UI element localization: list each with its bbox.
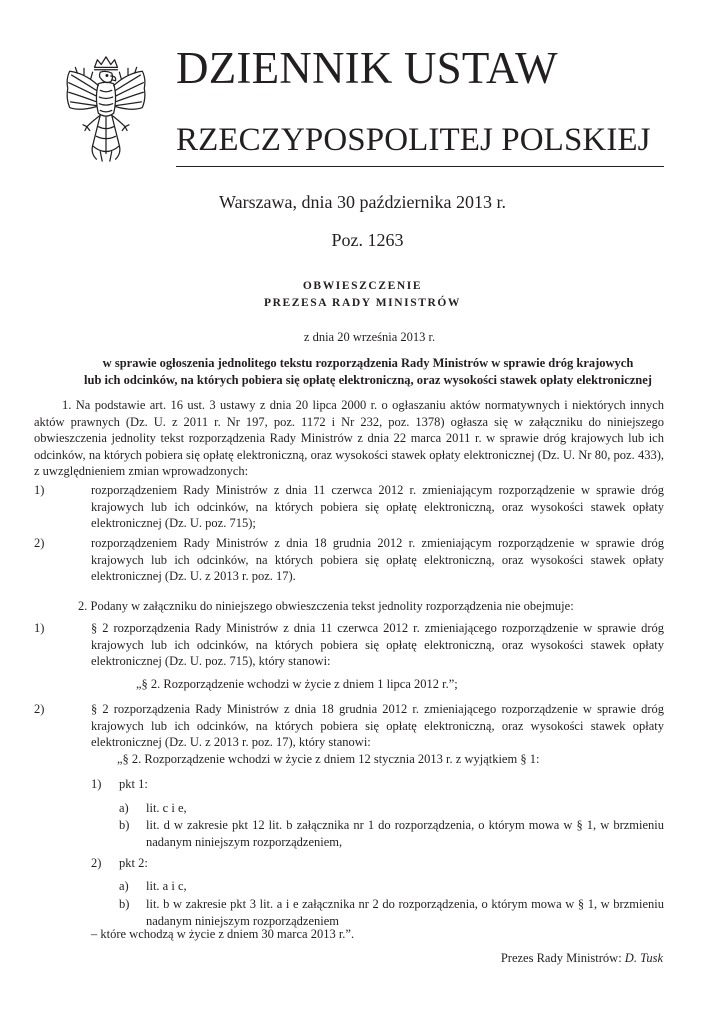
point-label: pkt 2: [119,856,148,870]
signatory-name: D. Tusk [624,951,663,965]
publication-date: Warszawa, dnia 30 października 2013 r. [219,192,506,212]
point-label: pkt 1: [119,777,148,791]
list-item-number: 2) [34,702,45,716]
point-number: 2) [91,856,102,870]
list-item [34,482,664,532]
letter-marker: b) [119,897,130,911]
list-item [34,535,664,585]
paragraph-2: 2. Podany w załączniku do niniejszego obwieszczenia tekst jednolity rozporządzenia nie obejmuje: [78,599,574,613]
signature-line [501,951,663,966]
polish-eagle-emblem-icon [58,54,154,164]
list-item-number: 1) [34,483,45,497]
subject-line: w sprawie ogłoszenia jednolitego tekstu rozporządzenia Rady Ministrów w sprawie dróg krajowych [102,356,634,370]
letter-marker: b) [119,818,130,832]
position-number: Poz. 1263 [331,230,404,250]
letter-text: lit. b w zakresie pkt 3 lit. a i e załącznika nr 2 do rozporządzenia, o którym mowa w § 1, w brzmieniu nadanym niniejszym rozporządzeniem [146,897,664,928]
list-item-text: rozporządzeniem Rady Ministrów z dnia 18 grudnia 2012 r. zmieniającym rozporządzenie w sprawie dróg krajowych lub ich odcinków, na których pobiera się opłatę elektroniczną, oraz wysokości stawek opłaty elektronicznej (Dz. U. z 2013 r. poz. 17). [91,536,664,583]
point-number: 1) [91,777,102,791]
letter-text: lit. d w zakresie pkt 12 lit. b załącznika nr 1 do rozporządzenia, o którym mowa w § 1, w brzmieniu nadanym niniejszym rozporządzeniem, [146,818,664,849]
quoted-provision: „§ 2. Rozporządzenie wchodzi w życie z dniem 1 lipca 2012 r.”; [136,677,458,691]
letter-text: lit. c i e, [146,801,187,815]
paragraph-1: 1. Na podstawie art. 16 ust. 3 ustawy z dnia 20 lipca 2000 r. o ogłaszaniu aktów normatywnych i niektórych innych aktów prawnych (Dz. U. z 2011 r. Nr 197, poz. 1172 i Nr 232, poz. 1378) ogłasza się w załączniku do niniejszego obwieszczenia jednolity tekst rozporządzenia Rady Ministrów z dnia 22 marca 2011 r. w sprawie dróg krajowych lub ich odcinków, na których pobiera się opłatę elektroniczną, oraz wysokości stawek opłaty elektronicznej (Dz. U. Nr 80, poz. 433), z uwzględnieniem zmian wprowadzonych: [34,398,664,478]
issued-date: z dnia 20 września 2013 r. [303,330,436,344]
quoted-closing: – które wchodzą w życie z dniem 30 marca 2013 r.”. [91,927,355,941]
list-item [34,701,664,751]
list-item-text: § 2 rozporządzenia Rady Ministrów z dnia 18 grudnia 2012 r. zmieniającego rozporządzenie w sprawie dróg krajowych lub ich odcinków, na których pobiera się opłatę elektroniczną, oraz wysokości stawek opłaty elektronicznej (Dz. U. z 2013 r. poz. 17), który stanowi: [91,702,664,749]
letter-marker: a) [119,879,129,893]
letter-text: lit. a i c, [146,879,187,893]
letter-marker: a) [119,801,129,815]
subject-line: lub ich odcinków, na których pobiera się opłatę elektroniczną, oraz wysokości stawek opłaty elektronicznej [84,372,652,387]
list-item-text: § 2 rozporządzenia Rady Ministrów z dnia 11 czerwca 2012 r. zmieniającego rozporządzenie w sprawie dróg krajowych lub ich odcinków, na których pobiera się opłatę elektroniczną, oraz wysokości stawek opłaty elektronicznej (Dz. U. poz. 715), który stanowi: [91,621,664,668]
quoted-provision: „§ 2. Rozporządzenie wchodzi w życie z dniem 12 stycznia 2013 r. z wyjątkiem § 1: [117,752,540,766]
list-item [34,620,664,670]
list-item-number: 1) [34,621,45,635]
act-type-heading: OBWIESZCZENIE [302,280,423,292]
list-item-text: rozporządzeniem Rady Ministrów z dnia 11 czerwca 2012 r. zmieniającym rozporządzenie w sprawie dróg krajowych lub ich odcinków, na których pobiera się opłatę elektroniczną, oraz wysokości stawek opłaty elektronicznej (Dz. U. poz. 715); [91,483,664,530]
list-item-number: 2) [34,536,45,550]
publication-title: DZIENNIK USTAW [176,43,558,93]
act-subject [70,355,666,388]
header-divider [176,166,664,167]
publication-subtitle: RZECZYPOSPOLITEJ POLSKIEJ [176,122,651,158]
signatory-role: Prezes Rady Ministrów: [500,951,622,965]
issuer-heading: PREZESA RADY MINISTRÓW [263,297,462,309]
